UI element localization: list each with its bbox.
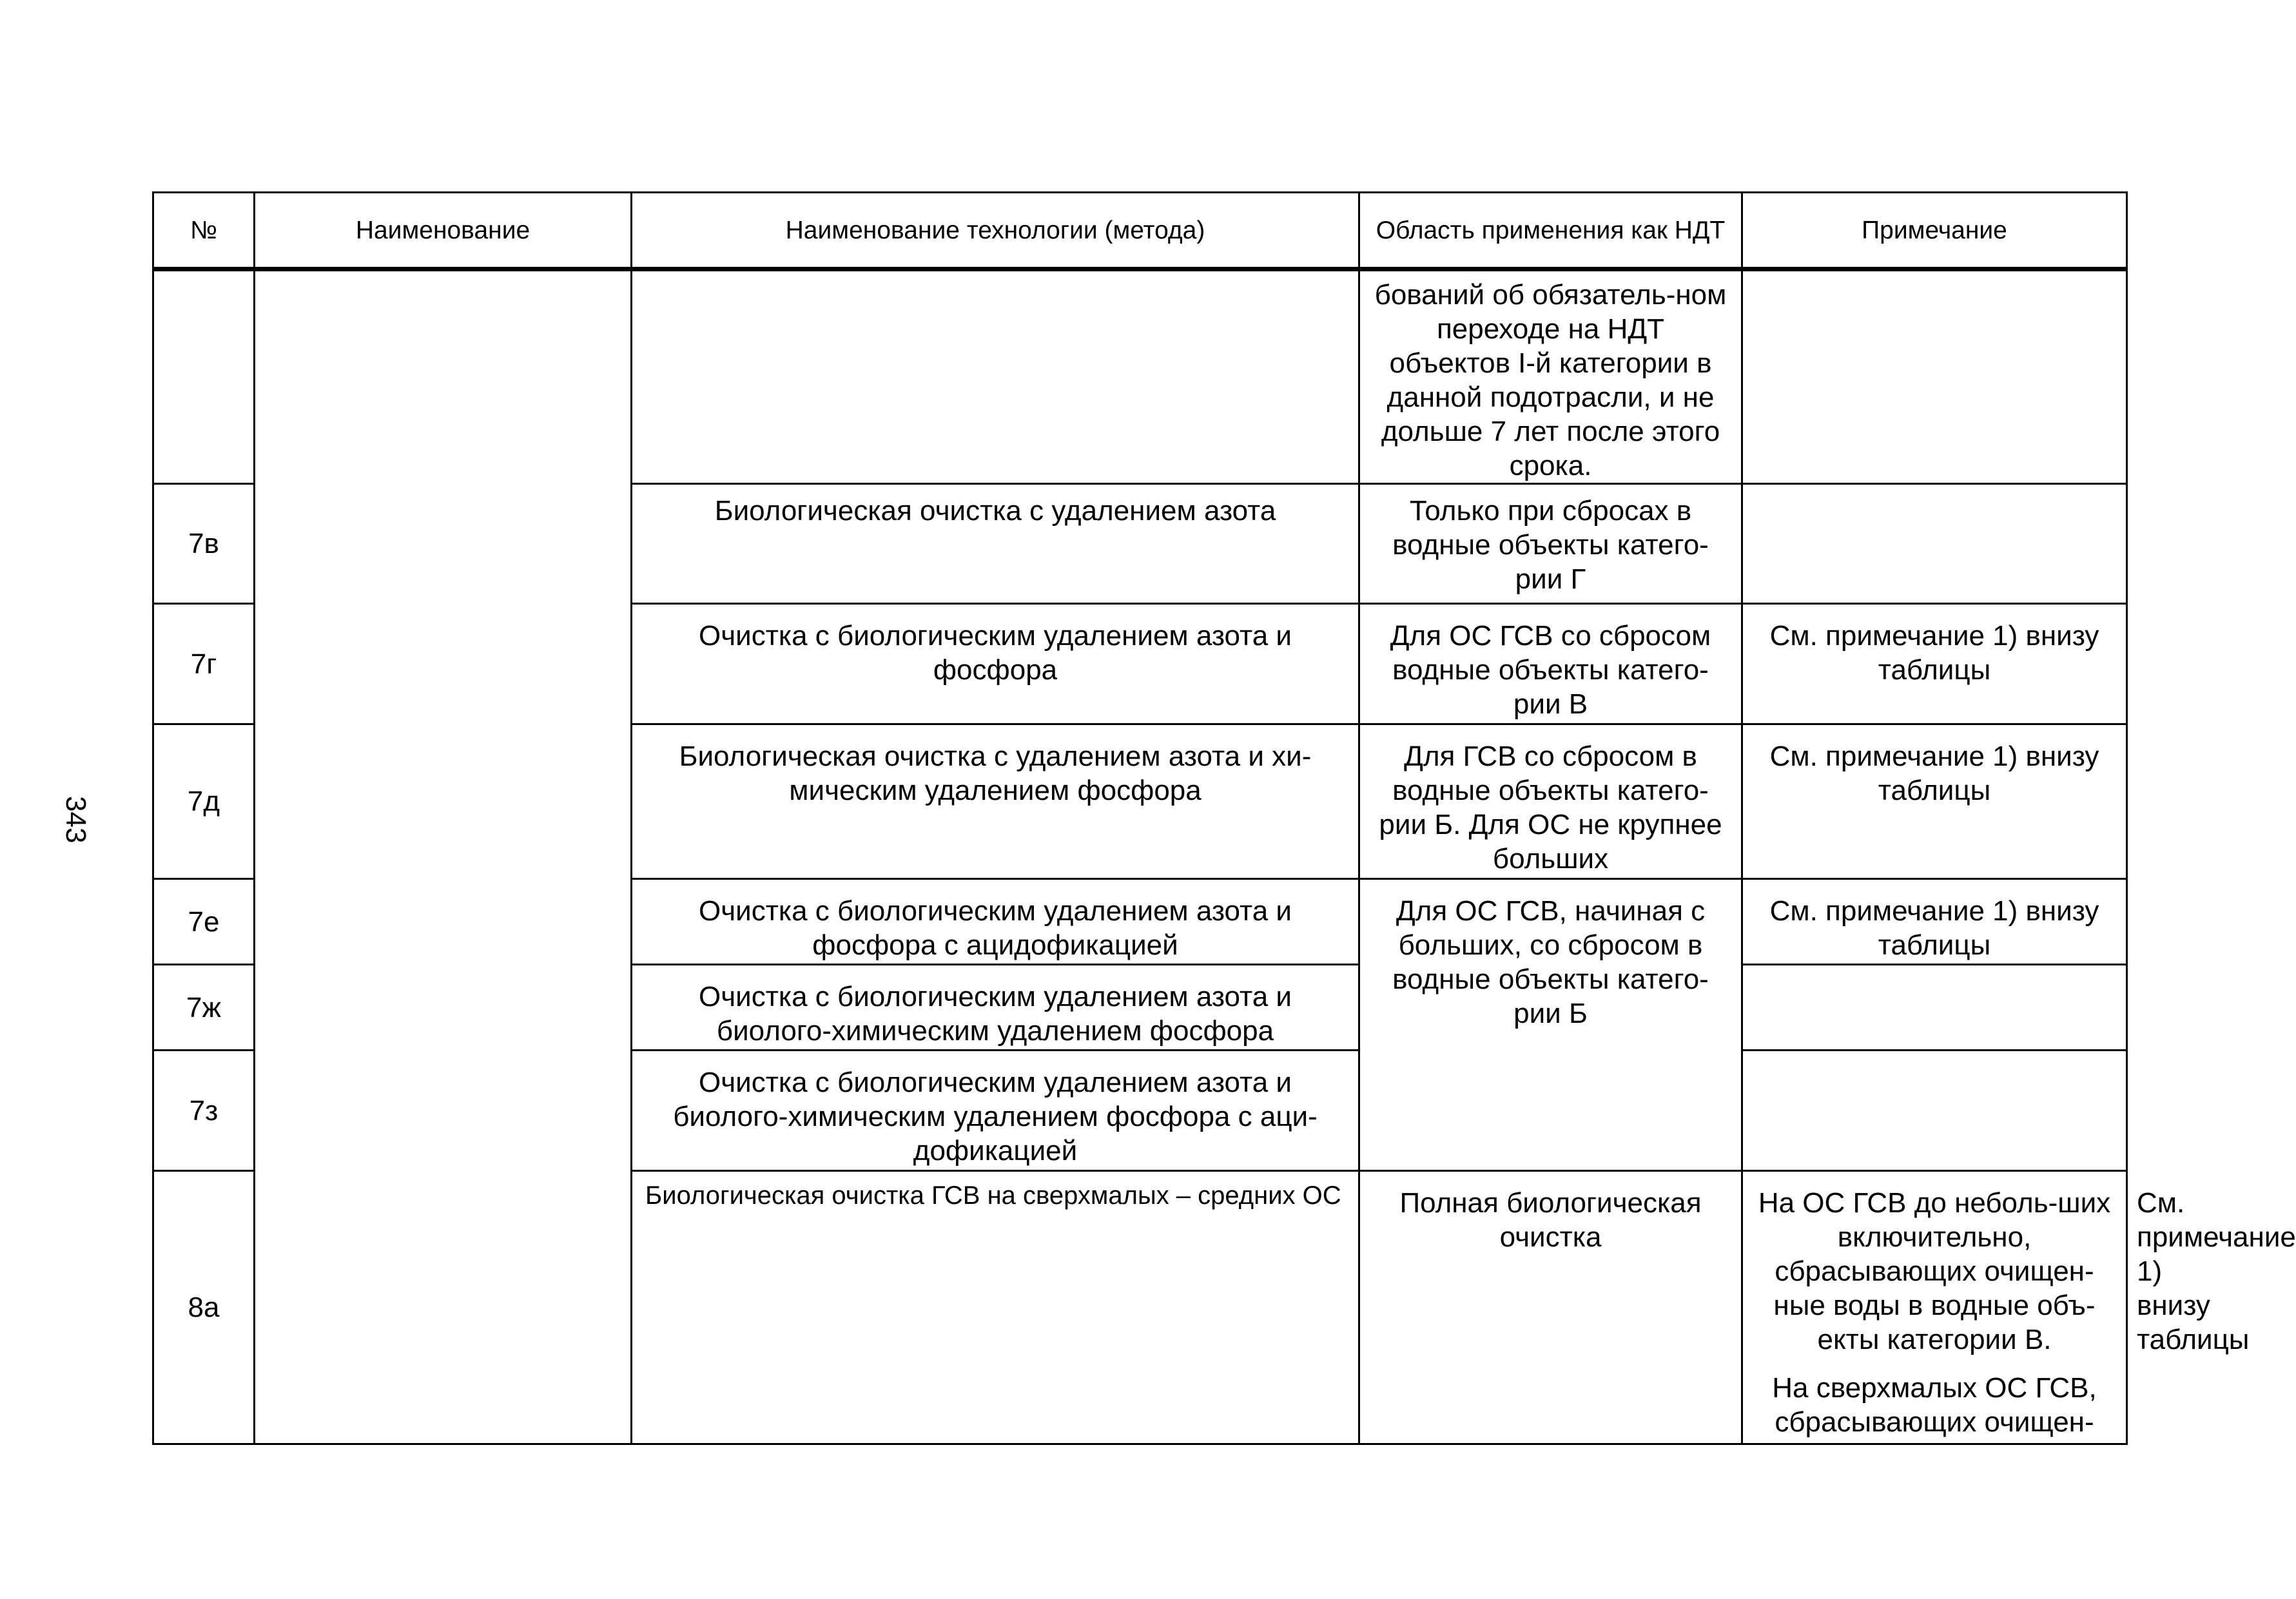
row-number: 7в bbox=[153, 484, 255, 604]
row-technology: Полная биологическая очистка bbox=[1359, 1171, 1742, 1444]
row-applicability: бований об обязатель-ном переходе на НДТ объектов I-й категории в данной подотрасли, и не дольше 7 лет после этого срока. bbox=[1359, 269, 1742, 484]
col-header-technology: Наименование технологии (метода) bbox=[632, 193, 1359, 269]
col-header-num: № bbox=[153, 193, 255, 269]
row-technology: Биологическая очистка с удалением азота bbox=[632, 484, 1359, 604]
applicability-paragraph: На ОС ГСВ до неболь-ших включительно, сбрасывающих очищен-ные воды в водные объ-екты категории В. bbox=[1758, 1187, 2111, 1355]
row-name: Биологическая очистка ГСВ на сверхмалых – средних ОС bbox=[632, 1171, 1359, 1444]
row-note: См. примечание 1) внизу таблицы bbox=[1742, 604, 2127, 724]
row-name-group bbox=[255, 269, 632, 1444]
row-applicability: Только при сбросах в водные объекты катего-рии Г bbox=[1359, 484, 1742, 604]
row-note: См. примечание 1) внизу таблицы bbox=[1742, 879, 2127, 965]
row-technology: Биологическая очистка с удалением азота и хи-мическим удалением фосфора bbox=[632, 724, 1359, 879]
row-applicability: Для ОС ГСВ, начиная с больших, со сбросом в водные объекты катего-рии Б bbox=[1359, 879, 1742, 1171]
row-note: См. примечание 1) внизу таблицы bbox=[1742, 724, 2127, 879]
row-number: 7д bbox=[153, 724, 255, 879]
row-number bbox=[153, 269, 255, 484]
row-number: 7г bbox=[153, 604, 255, 724]
table-row bbox=[153, 269, 2127, 484]
applicability-paragraph: На сверхмалых ОС ГСВ, сбрасывающих очищен- bbox=[1772, 1372, 2097, 1438]
row-applicability: Для ГСВ со сбросом в водные объекты катего-рии Б. Для ОС не крупнее больших bbox=[1359, 724, 1742, 879]
row-number: 7ж bbox=[153, 965, 255, 1051]
col-header-note: Примечание bbox=[1742, 193, 2127, 269]
row-applicability: Для ОС ГСВ со сбросом водные объекты катего-рии В bbox=[1359, 604, 1742, 724]
row-technology: Очистка с биологическим удалением азота и фосфора bbox=[632, 604, 1359, 724]
table-header-row bbox=[153, 193, 2127, 269]
row-note bbox=[1742, 269, 2127, 484]
row-note bbox=[1742, 965, 2127, 1051]
row-technology bbox=[632, 269, 1359, 484]
col-header-name: Наименование bbox=[255, 193, 632, 269]
col-header-applicability: Область применения как НДТ bbox=[1359, 193, 1742, 269]
table-row: 8а Биологическая очистка ГСВ на сверхмалых – средних ОС Полная биологическая очистка На ОС ГСВ до неболь-ших включительно, сбрасывающих очищен-ные воды в водные объ-екты категории В. На сверхмалых ОС ГСВ, сбрасывающих очищен- См. примечание 1) внизу таблицы bbox=[153, 1171, 2127, 1444]
row-note bbox=[1742, 484, 2127, 604]
row-technology: Очистка с биологическим удалением азота и биолого-химическим удалением фосфора с аци-дофикацией bbox=[632, 1051, 1359, 1171]
row-technology: Очистка с биологическим удалением азота и фосфора с ацидофикацией bbox=[632, 879, 1359, 965]
row-technology: Очистка с биологическим удалением азота и биолого-химическим удалением фосфора bbox=[632, 965, 1359, 1051]
ndt-table bbox=[152, 191, 2296, 1445]
page-number: 343 bbox=[60, 796, 92, 844]
row-number: 7е bbox=[153, 879, 255, 965]
row-applicability bbox=[1742, 1171, 2127, 1444]
row-note bbox=[1742, 1051, 2127, 1171]
row-number: 8а bbox=[153, 1171, 255, 1444]
row-number: 7з bbox=[153, 1051, 255, 1171]
